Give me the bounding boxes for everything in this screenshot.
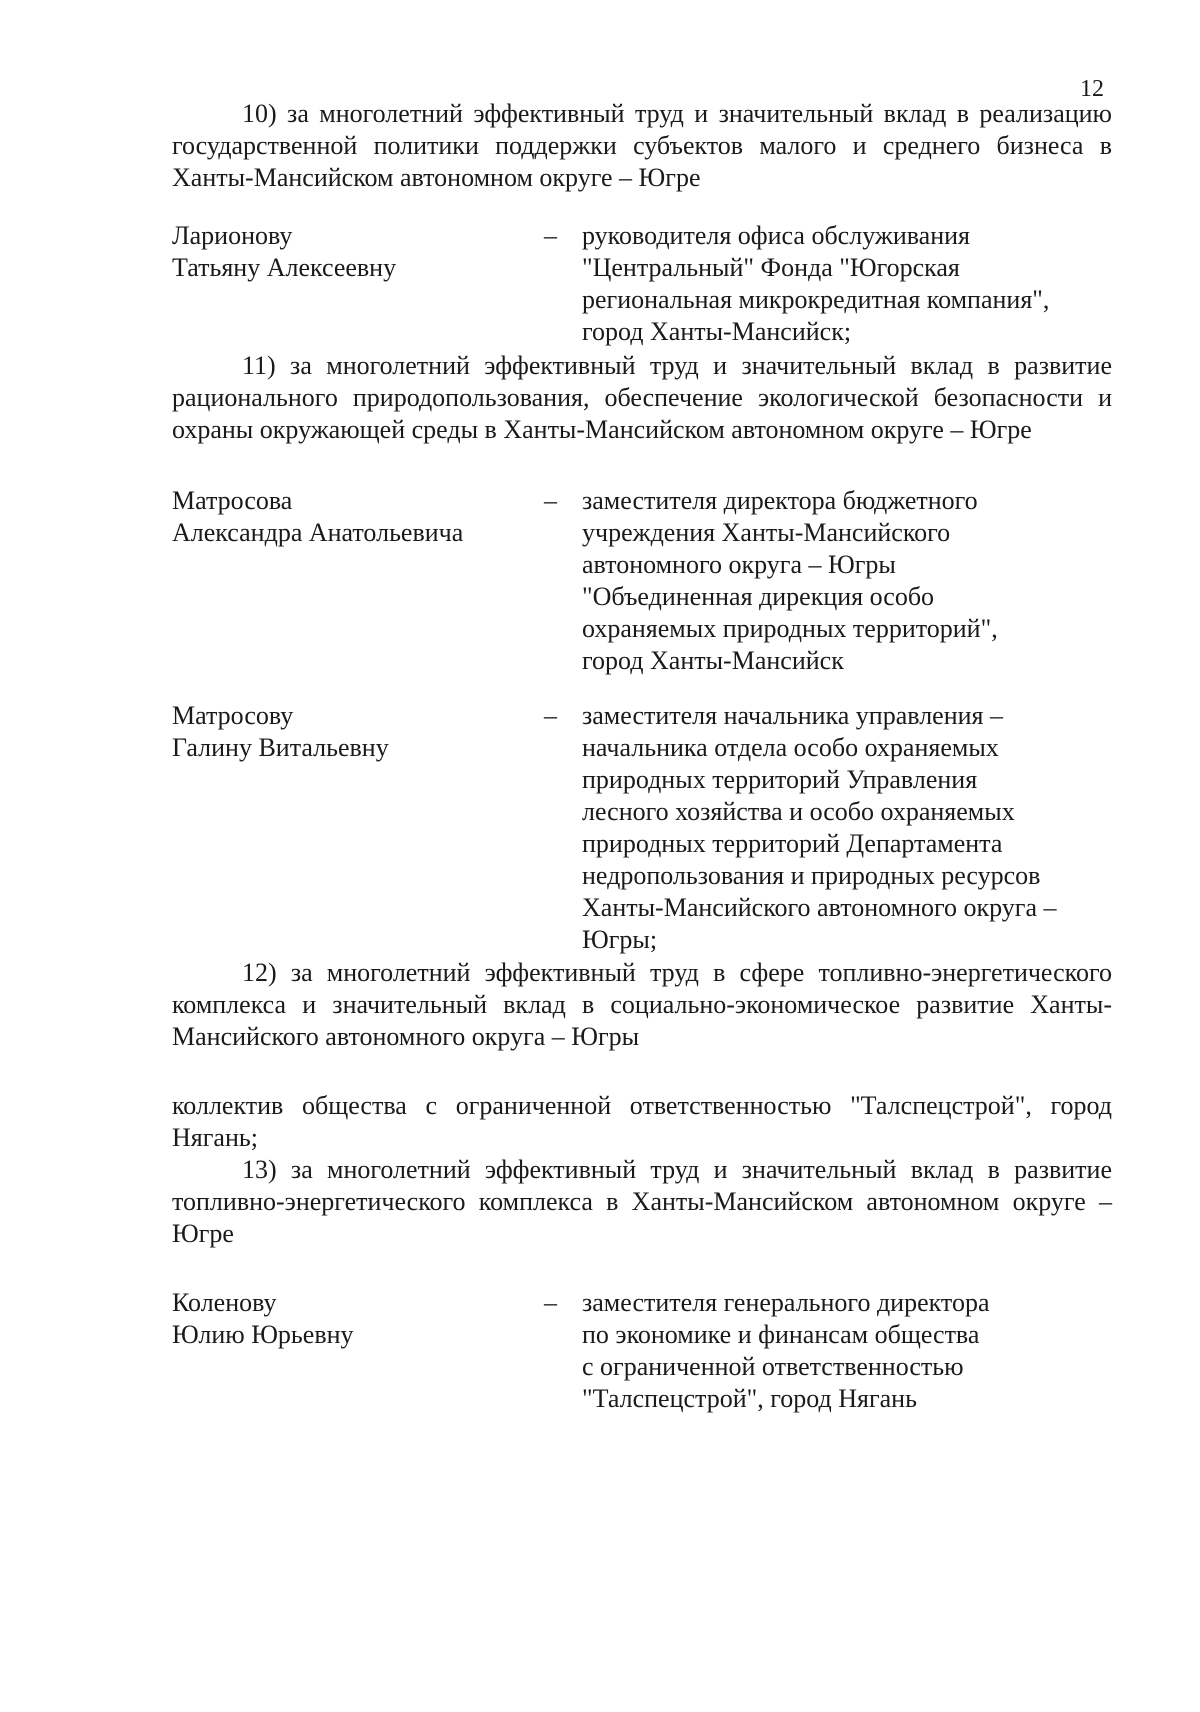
page-number: 12 — [1080, 76, 1104, 102]
award-paragraph: 10) за многолетний эффективный труд и значительный вклад в реализацию государственной политики поддержки субъектов малого и среднего бизнеса в Ханты-Мансийском автономном округе – Югре — [172, 99, 1112, 192]
dash-separator: – — [544, 701, 557, 730]
person-name: Матросову Галину Витальевну — [172, 701, 389, 762]
person-role: руководителя офиса обслуживания "Центральный" Фонда "Югорская региональная микрокредитная компания", город Ханты-Мансийск; — [582, 221, 1050, 346]
person-name: Коленову Юлию Юрьевну — [172, 1288, 354, 1349]
dash-separator: – — [544, 221, 557, 250]
person-name: Ларионову Татьяну Алексеевну — [172, 221, 397, 282]
award-paragraph: 11) за многолетний эффективный труд и значительный вклад в развитие рационального природопользования, обеспечение экологической безопасности и охраны окружающей среды в Ханты-Мансийском автономном округе – Югре — [172, 351, 1112, 444]
person-role: заместителя начальника управления – начальника отдела особо охраняемых природных территорий Управления лесного хозяйства и особо охраняемых природных территорий Департамента недропользования и природных ресурсов Ханты-Мансийского автономного округа – Югры; — [582, 701, 1057, 954]
award-paragraph: 13) за многолетний эффективный труд и значительный вклад в развитие топливно-энергетического комплекса в Ханты-Мансийском автономном округе – Югре — [172, 1155, 1112, 1248]
dash-separator: – — [544, 1288, 557, 1317]
collective-entry: коллектив общества с ограниченной ответственностью "Талспецстрой", город Нягань; — [172, 1091, 1112, 1152]
person-role: заместителя генерального директора по экономике и финансам общества с ограниченной ответственностью "Талспецстрой", город Нягань — [582, 1288, 990, 1413]
dash-separator: – — [544, 486, 557, 515]
person-role: заместителя директора бюджетного учреждения Ханты-Мансийского автономного округа – Югры "Объединенная дирекция особо охраняемых природных территорий", город Ханты-Мансийск — [582, 486, 998, 675]
person-name: Матросова Александра Анатольевича — [172, 486, 464, 547]
award-paragraph: 12) за многолетний эффективный труд в сфере топливно-энергетического комплекса и значительный вклад в социально-экономическое развитие Ханты-Мансийского автономного округа – Югры — [172, 958, 1112, 1051]
